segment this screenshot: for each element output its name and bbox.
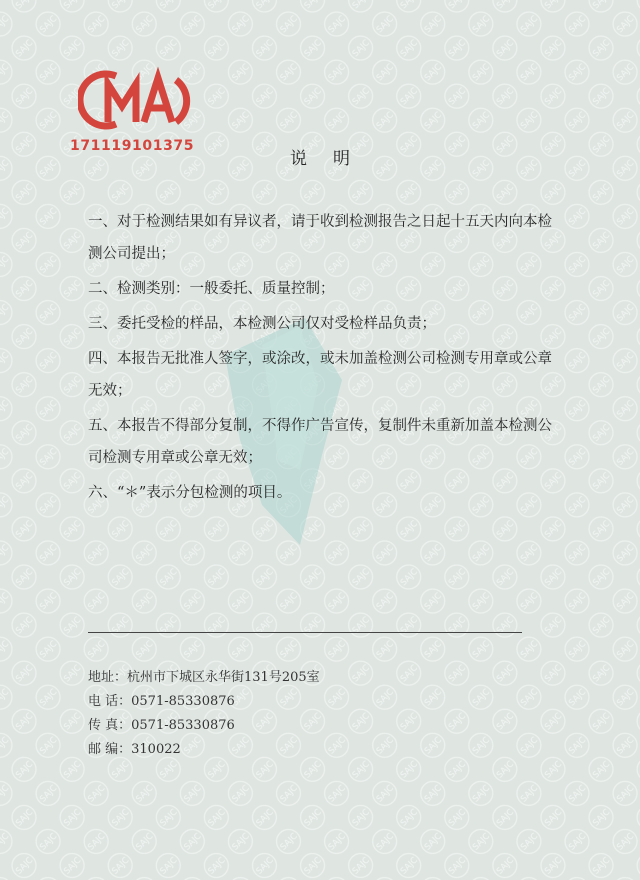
contact-address: 地址：杭州市下城区永华街131号205室: [88, 670, 320, 685]
note-item: 一、对于检测结果如有异议者，请于收到检测报告之日起十五天内向本检测公司提出；: [88, 214, 552, 262]
cert-number: 171119101375: [70, 138, 195, 154]
contact-phone: 电 话：0571-85330876: [88, 694, 235, 709]
cma-logo: [78, 66, 198, 132]
note-item: 三、委托受检的样品，本检测公司仅对受检样品负责；: [88, 316, 436, 332]
contact-block: [88, 666, 320, 762]
contact-fax: 传 真：0571-85330876: [88, 718, 235, 733]
note-item: 四、本报告无批准人签字，或涂改，或未加盖检测公司检测专用章或公章无效；: [88, 351, 552, 399]
note-item: 五、本报告不得部分复制，不得作广告宣传，复制件未重新加盖本检测公司检测专用章或公章无效；: [88, 418, 552, 466]
note-item: 六、“＊”表示分包检测的项目。: [88, 485, 292, 501]
contact-postcode: 邮 编：310022: [88, 742, 181, 757]
note-item: 二、检测类别：一般委托、质量控制；: [88, 281, 335, 297]
page-title: 说明: [290, 149, 376, 169]
notes-list: [88, 206, 558, 512]
divider: [88, 632, 522, 633]
